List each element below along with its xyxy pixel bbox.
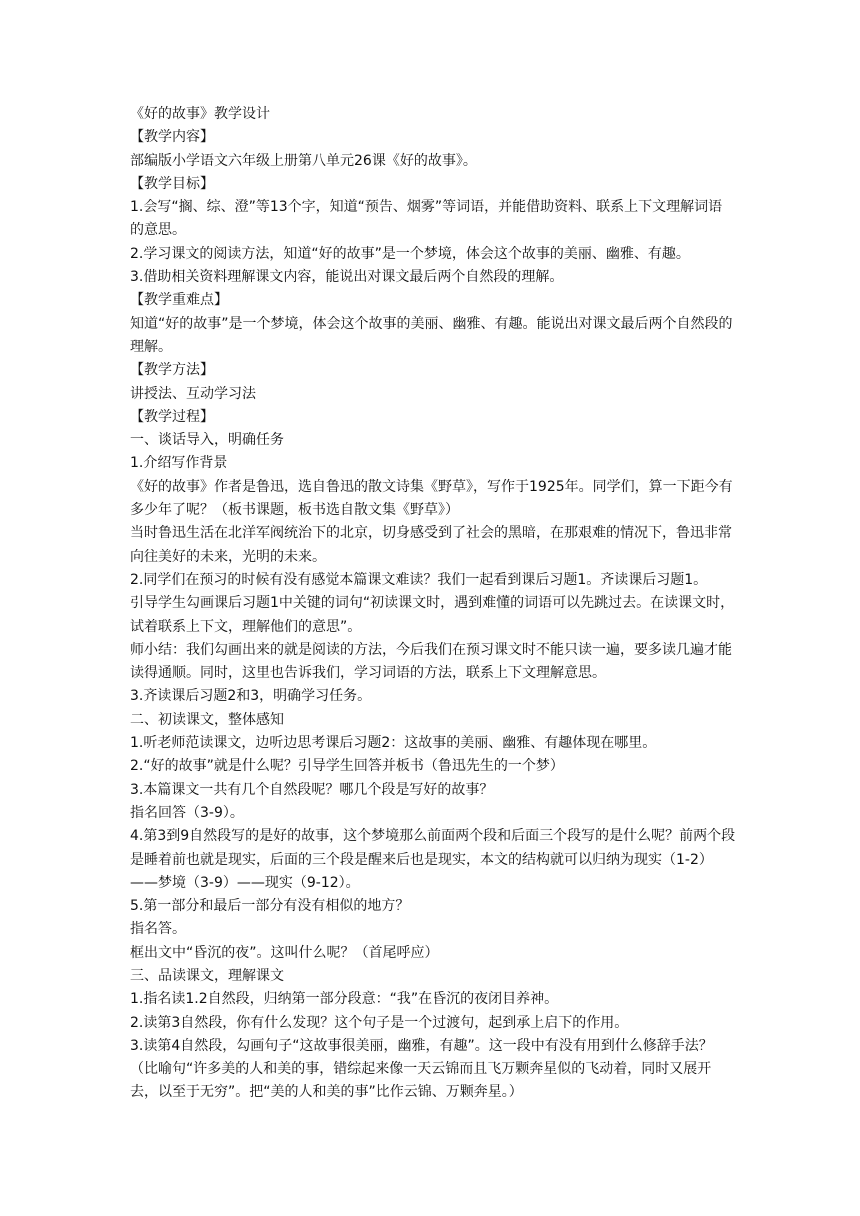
paragraph: 2.读第3自然段，你有什么发现？这个句子是一个过渡句，起到承上启下的作用。 (130, 1014, 629, 1031)
paragraph: 1.介绍写作背景 (130, 455, 228, 472)
paragraph: 3.齐读课后习题2和3，明确学习任务。 (130, 688, 372, 705)
paragraph: 当时鲁迅生活在北洋军阀统治下的北京，切身感受到了社会的黑暗，在那艰难的情况下，鲁迅非常向往美好的未来，光明的未来。 (130, 525, 732, 565)
paragraph: 2.同学们在预习的时候有没有感觉本篇课文难读？我们一起看到课后习题1。齐读课后习题1。 (130, 571, 708, 588)
document-body (130, 126, 736, 1104)
paragraph: 《好的故事》作者是鲁迅，选自鲁迅的散文诗集《野草》，写作于1925年。同学们，算一下距今有多少年了呢？（板书课题，板书选自散文集《野草》） (130, 478, 733, 519)
paragraph: 1.听老师范读课文，边听边思考课后习题2：这故事的美丽、幽雅、有趣体现在哪里。 (130, 735, 657, 752)
paragraph: 师小结：我们勾画出来的就是阅读的方法，今后我们在预习课文时不能只读一遍，要多读几遍才能读得通顺。同时，这里也告诉我们，学习词语的方法，联系上下文理解意思。 (130, 641, 732, 682)
paragraph: 5.第一部分和最后一部分有没有相似的地方？ (130, 898, 410, 915)
paragraph: 3.借助相关资料理解课文内容，能说出对课文最后两个自然段的理解。 (130, 269, 564, 286)
paragraph: 【教学内容】 (130, 129, 214, 146)
paragraph: 框出文中“昏沉的夜”。这叫什么呢？（首尾呼应） (130, 944, 439, 961)
paragraph: 2.学习课文的阅读方法，知道“好的故事”是一个梦境，体会这个故事的美丽、幽雅、有趣。 (130, 245, 690, 262)
paragraph: 2.“好的故事”就是什么呢？引导学生回答并板书（鲁迅先生的一个梦） (130, 758, 564, 775)
paragraph: 一、谈话导入，明确任务 (130, 432, 284, 449)
paragraph: 1.会写“搁、综、澄”等13个字，知道“预告、烟雾”等词语，并能借助资料、联系上下文理解词语的意思。 (130, 199, 723, 239)
paragraph: 三、品读课文，理解课文 (130, 967, 284, 984)
paragraph: 3.本篇课文一共有几个自然段呢？哪几个段是写好的故事？ (130, 781, 494, 798)
paragraph: 【教学过程】 (130, 408, 214, 425)
paragraph: 【教学方法】 (130, 362, 214, 379)
paragraph: 【教学重难点】 (130, 292, 228, 309)
paragraph: 1.指名读1.2自然段，归纳第一部分段意：“我”在昏沉的夜闭目养神。 (130, 991, 559, 1008)
paragraph: 4.第3到9自然段写的是好的故事，这个梦境那么前面两个段和后面三个段写的是什么呢？前两个段是睡着前也就是现实，后面的三个段是醒来后也是现实，本文的结构就可以归纳为现实（1-2）——梦境（3-9）——现实（9-12）。 (130, 828, 736, 891)
document-title: 《好的故事》教学设计 (130, 106, 270, 122)
paragraph: 部编版小学语文六年级上册第八单元26课《好的故事》。 (130, 152, 477, 169)
document-page (130, 103, 736, 1105)
paragraph: 3.读第4自然段，勾画句子“这故事很美丽，幽雅，有趣”。这一段中有没有用到什么修辞手法？（比喻句“许多美的人和美的事，错综起来像一天云锦而且飞万颗奔星似的飞动着，同时又展开去，以至于无穷”。把“美的人和美的事”比作云锦、万颗奔星。） (130, 1037, 713, 1101)
paragraph: 知道“好的故事”是一个梦境，体会这个故事的美丽、幽雅、有趣。能说出对课文最后两个自然段的理解。 (130, 315, 733, 355)
paragraph: 讲授法、互动学习法 (130, 385, 256, 402)
paragraph: 【教学目标】 (130, 175, 214, 192)
paragraph: 指名回答（3-9）。 (130, 804, 244, 821)
paragraph: 二、初读课文，整体感知 (130, 711, 284, 728)
paragraph: 引导学生勾画课后习题1中关键的词句“初读课文时，遇到难懂的词语可以先跳过去。在读课文时，试着联系上下文，理解他们的意思”。 (130, 595, 735, 635)
paragraph: 指名答。 (130, 921, 186, 938)
